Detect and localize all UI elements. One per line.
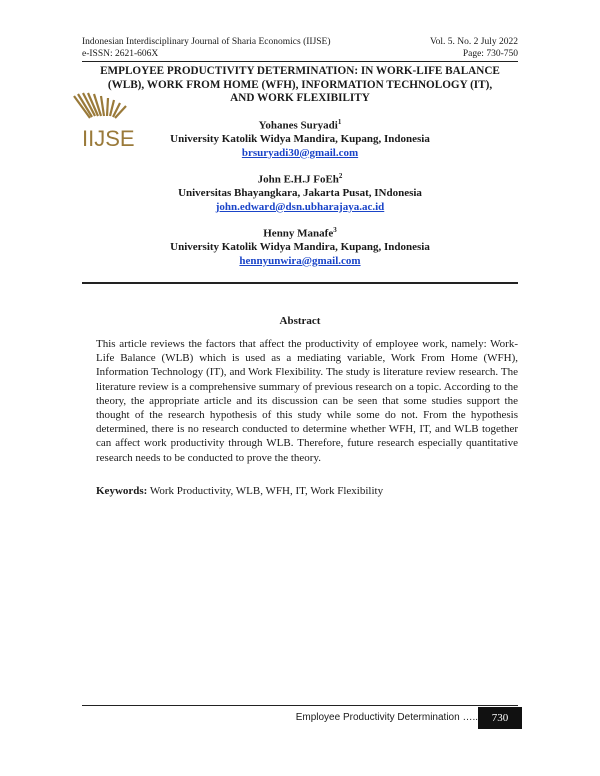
author-name: Yohanes Suryadi$^1$ <box>258 118 342 132</box>
abstract-body: This article reviews the factors that affect the productivity of employee work, namely: Work-Life Balance (WLB) which is used as a mediating variable, Work From Home (WFH), Information Technology (IT), and Work Flexibility. The study is literature review research. The literature review is a comprehensive summary of previous research on a topic. According to the theory, the appropriate article and its discussion can be seen that some studies support the thought of the research hypothesis of this study while some do not. From the hypothesis determined, there is no research conducted to determine whether WFH, IT, and WLB together can affect work productivity through WLB. Therefore, future research especially quantitative research needs to be conducted to prove the theory. <box>96 338 518 464</box>
abstract-divider <box>82 282 518 284</box>
abstract-heading: Abstract <box>279 315 321 327</box>
keywords-value: Work Productivity, WLB, WFH, IT, Work Flexibility <box>149 485 384 497</box>
author-1 <box>82 116 518 160</box>
author-name: Henny Manafe$^3$ <box>263 226 337 240</box>
page-number: 730 <box>478 707 522 729</box>
journal-header-right <box>430 36 518 60</box>
running-title: Employee Productivity Determination ….. <box>295 712 478 723</box>
issn: e-ISSN: 2621-606X <box>82 49 159 59</box>
author-affiliation: University Katolik Widya Mandira, Kupang, Indonesia <box>170 241 430 254</box>
header-divider <box>82 61 518 62</box>
footer-divider <box>82 705 518 706</box>
keywords <box>96 485 518 497</box>
author-2 <box>82 170 518 214</box>
title-line-1: EMPLOYEE PRODUCTIVITY DETERMINATION: IN WORK-LIFE BALANCE <box>100 65 500 77</box>
author-email-link[interactable]: john.edward@dsn.ubharajaya.ac.id <box>215 200 385 213</box>
keywords-label: Keywords: <box>96 485 148 497</box>
author-email-link[interactable]: hennyunwira@gmail.com <box>239 254 361 267</box>
title-line-2: (WLB), WORK FROM HOME (WFH), INFORMATION TECHNOLOGY (IT), <box>107 78 493 91</box>
author-3 <box>82 224 518 268</box>
svg-text:IIJSE: IIJSE <box>82 126 135 151</box>
author-affiliation: Universitas Bhayangkara, Jakarta Pusat, INdonesia <box>178 187 422 200</box>
author-name: John E.H.J FoEh$^2$ <box>257 172 343 186</box>
page-range: Page: 730-750 <box>462 49 518 59</box>
journal-name: Indonesian Interdisciplinary Journal of Sharia Economics (IIJSE) <box>82 37 331 47</box>
author-affiliation: University Katolik Widya Mandira, Kupang, Indonesia <box>170 133 430 146</box>
journal-header-left <box>82 36 331 60</box>
volume-info: Vol. 5. No. 2 July 2022 <box>430 37 518 47</box>
author-email-link[interactable]: brsuryadi30@gmail.com <box>241 146 359 159</box>
title-line-3: AND WORK FLEXIBILITY <box>230 92 370 104</box>
